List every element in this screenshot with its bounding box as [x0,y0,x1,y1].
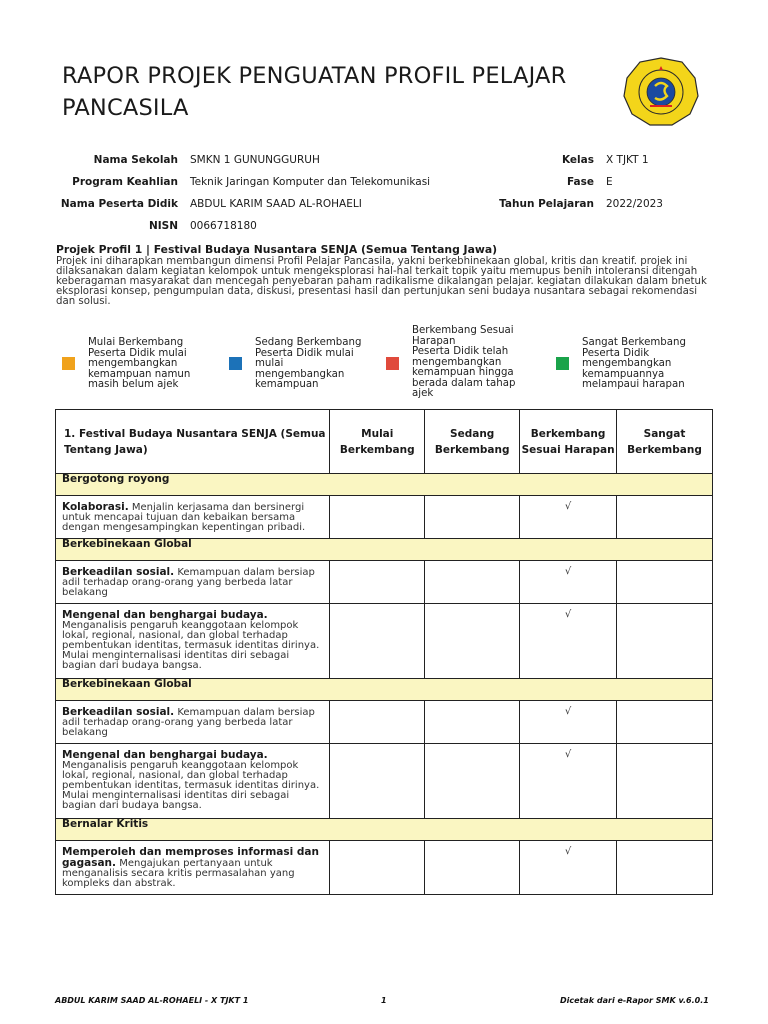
table-body [56,474,713,895]
element-description [56,496,330,539]
table-row [56,496,713,539]
level-cell [425,744,520,819]
level-cell [330,701,425,744]
element-description [56,561,330,604]
level-cell [425,841,520,895]
table-row [56,604,713,679]
check-mark: √ [520,496,617,539]
check-mark: √ [520,701,617,744]
level-cell [330,496,425,539]
info-row: Tahun Pelajaran 2022/2023 [490,194,663,216]
phase-value: E [606,176,613,188]
info-row: Nama Sekolah SMKN 1 GUNUNGGURUH [60,150,430,172]
level-cell [617,561,713,604]
level-cell [617,701,713,744]
element-text: Menganalisis pengaruh keanggotaan kelompok lokal, regional, nasional, dan global terhadap pembentukan identitas, termasuk identitas dirinya. Mulai menginternalisasi identitas diri sebagai bagian dari budaya bangsa. [62,620,320,671]
level-cell [425,701,520,744]
element-text: Kemampuan dalam bersiap adil terhadap orang-orang yang berbeda latar belakang [62,567,315,598]
section-label: Berkebinekaan Global [56,539,713,561]
project-description: Projek ini diharapkan membangun dimensi Profil Pelajar Pancasila, yakni berkebhinekaan global, kritis dan kreatif. projek ini dilaksanakan dalam kegiatan kelompok untuk mengeksplorasi hal-hal terkait topik yaitu memupus benih intoleransi ditengah keberagaman masyarakat dan mencegah penyebaran paham radikalisme dikalangan pelajar. kegiatan dilakukan dalam bnetuk eksplorasi konsep, pengumpulan data, diskusi, presentasi hasil dan pertunjukan seni budaya nusantara sebagai rekomendasi dan solusi. [56,256,707,307]
level-cell [617,744,713,819]
section-row [56,679,713,701]
check-mark: √ [520,604,617,679]
student-name: ABDUL KARIM SAAD AL-ROHAELI [190,198,362,210]
element-description [56,604,330,679]
level-cell [330,744,425,819]
table-row [56,841,713,895]
school-name: SMKN 1 GUNUNGGURUH [190,154,320,166]
legend-swatch [556,357,569,370]
legend-swatch [229,357,242,370]
check-mark: √ [520,841,617,895]
section-label: Bergotong royong [56,474,713,496]
section-label: Berkebinekaan Global [56,679,713,701]
footer-print-info: Dicetak dari e-Rapor SMK v.6.0.1 [560,996,709,1005]
nisn-value: 0066718180 [190,220,257,232]
level-cell [425,604,520,679]
class-value: X TJKT 1 [606,154,649,166]
school-logo [622,56,700,128]
project-summary [56,243,714,307]
section-row [56,819,713,841]
level-cell [617,841,713,895]
element-description [56,701,330,744]
element-name: Mengenal dan benghargai budaya. [62,609,268,621]
check-mark: √ [520,744,617,819]
level-cell [617,496,713,539]
element-description [56,841,330,895]
program-name: Teknik Jaringan Komputer dan Telekomunikasi [190,176,431,188]
check-mark: √ [520,561,617,604]
element-text: Mengajukan pertanyaan untuk menganalisis secara kritis permasalahan yang kompleks dan abstrak. [62,858,295,889]
section-row [56,474,713,496]
level-cell [330,561,425,604]
student-info-right [490,150,663,216]
info-row: NISN 0066718180 [60,216,430,238]
table-row [56,744,713,819]
table-header-row [56,410,713,474]
footer-student: ABDUL KARIM SAAD AL-ROHAELI - X TJKT 1 [55,996,249,1005]
column-header-mulai: Mulai Berkembang [330,410,425,474]
project-column-header: 1. Festival Budaya Nusantara SENJA (Semua Tentang Jawa) [56,410,330,474]
assessment-table [55,409,713,895]
table-row [56,701,713,744]
column-header-sesuai: Berkembang Sesuai Harapan [520,410,617,474]
element-name: Berkeadilan sosial. [62,706,175,718]
element-description [56,744,330,819]
element-text: Menjalin kerjasama dan bersinergi untuk mencapai tujuan dan kebaikan bersama dengan mengesampingkan kepentingan pribadi. [62,502,306,533]
footer-page-number: 1 [381,996,387,1005]
element-name: Memperoleh dan memproses informasi dan gagasan. [62,846,319,869]
section-row [56,539,713,561]
info-row: Program Keahlian Teknik Jaringan Komputer dan Telekomunikasi [60,172,430,194]
element-name: Mengenal dan benghargai budaya. [62,749,268,761]
project-title: Projek Profil 1 | Festival Budaya Nusantara SENJA (Semua Tentang Jawa) [56,243,498,256]
info-row: Kelas X TJKT 1 [490,150,663,172]
academic-year-value: 2022/2023 [606,198,663,210]
section-label: Bernalar Kritis [56,819,713,841]
legend-swatch [62,357,75,370]
element-name: Berkeadilan sosial. [62,566,175,578]
level-cell [425,496,520,539]
page-title: RAPOR PROJEK PENGUATAN PROFIL PELAJAR PANCASILA [62,63,567,121]
student-info-left [60,150,430,238]
element-name: Kolaborasi. [62,501,129,513]
legend-swatch [386,357,399,370]
table-row [56,561,713,604]
info-row: Nama Peserta Didik ABDUL KARIM SAAD AL-ROHAELI [60,194,430,216]
assessment-legend: Mulai Berkembang Peserta Didik mulai mengembangkan kemampuan namun masih belum ajek Sedang Berkembang Peserta Didik mulai mulai mengembangkan kemampuan Berkembang Sesuai Harapan Peserta Didik telah mengembangkan kemampuan hingga berada dalam tahap ajek Sangat Berkembang Peserta Didik mengembangkan kemampuannya melampaui harapan [0,324,768,404]
level-cell [617,604,713,679]
element-text: Menganalisis pengaruh keanggotaan kelompok lokal, regional, nasional, dan global terhadap pembentukan identitas, termasuk identitas dirinya. Mulai menginternalisasi identitas diri sebagai bagian dari budaya bangsa. [62,760,320,811]
info-row: Fase E [490,172,663,194]
element-text: Kemampuan dalam bersiap adil terhadap orang-orang yang berbeda latar belakang [62,707,315,738]
column-header-sedang: Sedang Berkembang [425,410,520,474]
column-header-sangat: Sangat Berkembang [617,410,713,474]
level-cell [330,604,425,679]
level-cell [425,561,520,604]
level-cell [330,841,425,895]
